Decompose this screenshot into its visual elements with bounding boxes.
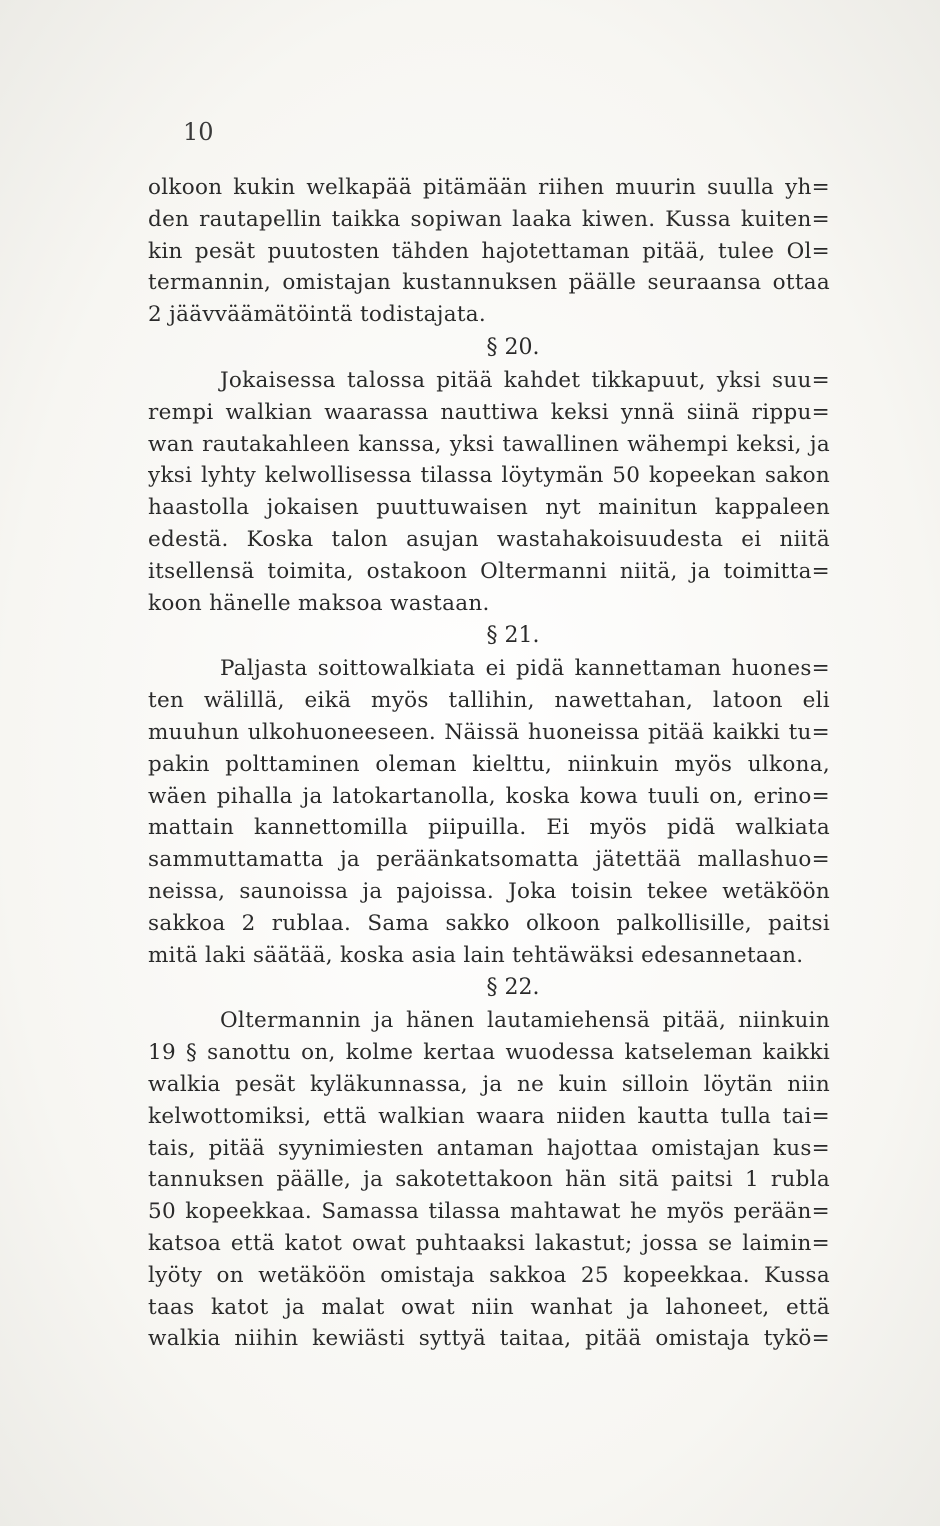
paragraph-first-line: Jokaisessa talossa pitää kahdet tikkapuut, yksi suu= [220, 367, 830, 393]
text-line: 50 kopeekkaa. Samassa tilassa mahtawat he myös perään= [148, 1199, 830, 1225]
text-line: walkia niihin kewiästi syttyä taitaa, pitää omistaja tykö= [148, 1326, 830, 1352]
text-line: olkoon kukin welkapää pitämään riihen muurin suulla yh= [148, 175, 830, 200]
page-number: 10 [183, 118, 214, 146]
text-line: pakin polttaminen oleman kielttu, niinkuin myös ulkona, [148, 751, 830, 777]
text-line: walkia pesät kyläkunnassa, ja ne kuin silloin löytän niin [148, 1071, 830, 1097]
section-heading: § 22. [486, 975, 540, 1001]
section-heading: § 20. [486, 334, 540, 360]
text-line: wäen pihalla ja latokartanolla, koska kowa tuuli on, erino= [148, 783, 830, 809]
text-line: neissa, saunoissa ja pajoissa. Joka toisin tekee wetäköön [148, 878, 830, 904]
text-line: katsoa että katot owat puhtaaksi lakastut; jossa se laimin= [148, 1230, 830, 1256]
text-line: den rautapellin taikka sopiwan laaka kiwen. Kussa kuiten= [148, 206, 830, 232]
text-line: mattain kannettomilla piipuilla. Ei myös pidä walkiata [148, 815, 830, 841]
text-line: haastolla jokaisen puuttuwaisen nyt mainitun kappaleen [148, 495, 830, 521]
text-line: tannuksen päälle, ja sakotettakoon hän sitä paitsi 1 rubla [148, 1167, 830, 1193]
section-heading: § 21. [486, 623, 540, 649]
text-line: lyöty on wetäköön omistaja sakkoa 25 kopeekkaa. Kussa [148, 1262, 830, 1288]
text-line: edestä. Koska talon asujan wastahakoisuudesta ei niitä [148, 526, 830, 552]
text-line: sammuttamatta ja peräänkatsomatta jätettää mallashuo= [148, 847, 830, 873]
text-line: wan rautakahleen kanssa, yksi tawallinen wähempi keksi, ja [148, 431, 830, 457]
text-line: taas katot ja malat owat niin wanhat ja lahoneet, että [148, 1294, 830, 1320]
paragraph-first-line: Paljasta soittowalkiata ei pidä kannettaman huones= [220, 656, 830, 682]
body-text [148, 172, 830, 1355]
text-line: tais, pitää syynimiesten antaman hajottaa omistajan kus= [148, 1135, 830, 1161]
text-line: ten wälillä, eikä myös tallihin, nawettahan, latoon eli [148, 688, 830, 714]
paragraph-last-line: mitä laki säätää, koska asia lain tehtäwäksi edesannetaan. [148, 942, 804, 968]
text-line: kelwottomiksi, että walkian waara niiden kautta tulla tai= [148, 1103, 830, 1129]
text-line: kin pesät puutosten tähden hajotettaman pitää, tulee Ol= [148, 238, 830, 264]
text-line: muuhun ulkohuoneeseen. Näissä huoneissa pitää kaikki tu= [148, 719, 830, 745]
paragraph-last-line: 2 jäävväämätöintä todistajata. [148, 302, 487, 328]
text-line: yksi lyhty kelwollisessa tilassa löytymän 50 kopeekan sakon [148, 463, 830, 489]
paragraph-first-line: Oltermannin ja hänen lautamiehensä pitää, niinkuin [220, 1008, 830, 1034]
text-line: itsellensä toimita, ostakoon Oltermanni niitä, ja toimitta= [148, 558, 830, 584]
text-line: termannin, omistajan kustannuksen päälle seuraansa ottaa [148, 270, 830, 296]
paragraph-last-line: koon hänelle maksoa wastaan. [148, 590, 490, 616]
text-line: 19 § sanottu on, kolme kertaa wuodessa katseleman kaikki [148, 1040, 830, 1066]
text-line: rempi walkian waarassa nauttiwa keksi ynnä siinä rippu= [148, 399, 830, 425]
text-line: sakkoa 2 rublaa. Sama sakko olkoon palkollisille, paitsi [148, 910, 830, 936]
